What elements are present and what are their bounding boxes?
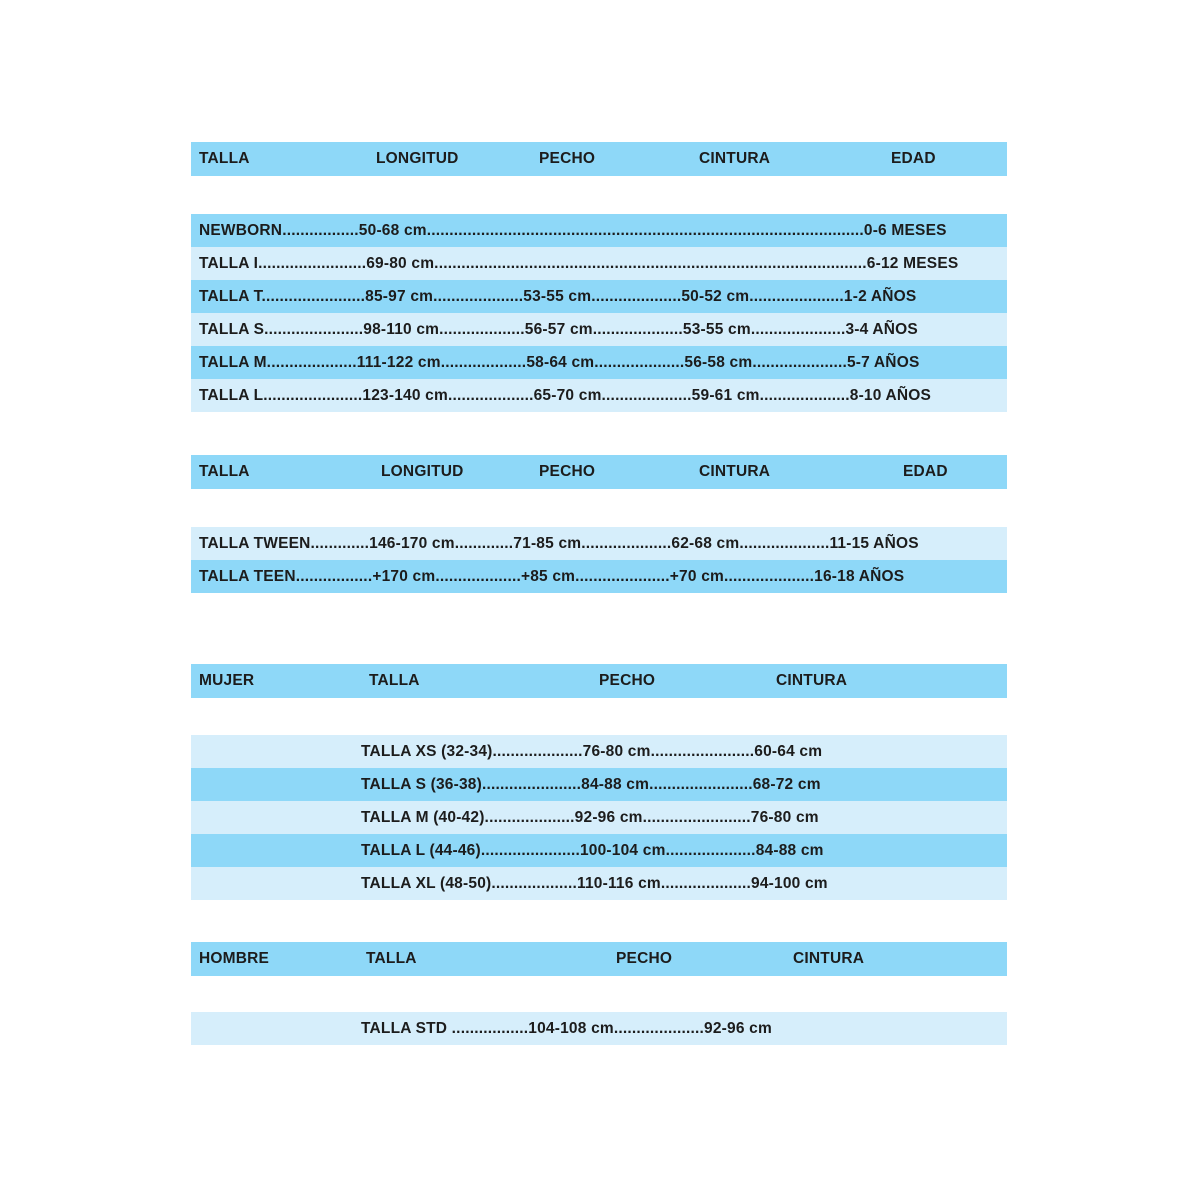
table-row — [191, 247, 1007, 280]
table-header-row — [191, 142, 1007, 176]
row-text: TALLA XL (48-50)...................110-116 cm....................94-100 cm — [361, 874, 828, 892]
row-text: NEWBORN.................50-68 cm.................................................................................................0-6 MESES — [199, 221, 947, 239]
header-cell-longitud: LONGITUD — [381, 463, 464, 480]
header-cell-cintura: CINTURA — [699, 463, 771, 480]
row-text: TALLA TWEEN.............146-170 cm.............71-85 cm....................62-68 cm....................11-15 AÑOS — [199, 534, 919, 552]
table-row — [191, 1012, 1007, 1045]
row-text: TALLA S (36-38)......................84-88 cm.......................68-72 cm — [361, 775, 821, 793]
women-table-body — [191, 735, 1007, 900]
row-text: TALLA L......................123-140 cm...................65-70 cm....................59-61 cm....................8-10 AÑOS — [199, 386, 932, 404]
row-text: TALLA L (44-46)......................100-104 cm....................84-88 cm — [361, 841, 824, 859]
header-cell-cintura: CINTURA — [793, 950, 865, 967]
row-text: TALLA M (40-42)....................92-96 cm........................76-80 cm — [361, 808, 819, 826]
row-text: TALLA XS (32-34)....................76-80 cm.......................60-64 cm — [361, 742, 823, 760]
header-cell-edad: EDAD — [891, 150, 936, 167]
table-row — [191, 867, 1007, 900]
header-cell-talla: TALLA — [369, 672, 420, 689]
table-row — [191, 527, 1007, 560]
row-text: TALLA I........................69-80 cm................................................................................................6-12 MESES — [199, 254, 959, 272]
row-text: TALLA STD .................104-108 cm....................92-96 cm — [361, 1019, 772, 1037]
header-cell-pecho: PECHO — [599, 672, 656, 689]
header-cell-pecho: PECHO — [539, 150, 596, 167]
header-cell-cintura: CINTURA — [776, 672, 848, 689]
table-row — [191, 214, 1007, 247]
row-text: TALLA M....................111-122 cm...................58-64 cm....................56-58 cm.....................5-7 AÑOS — [199, 353, 920, 371]
table-row — [191, 379, 1007, 412]
table-row — [191, 834, 1007, 867]
header-cell-talla: TALLA — [199, 463, 250, 480]
header-cell-pecho: PECHO — [616, 950, 673, 967]
header-cell-mujer: MUJER — [199, 672, 255, 689]
row-text: TALLA T.......................85-97 cm....................53-55 cm....................50-52 cm.....................1-2 AÑOS — [199, 287, 917, 305]
table-row — [191, 801, 1007, 834]
men-table-body — [191, 1012, 1007, 1045]
women-table-header — [191, 664, 1007, 698]
teen-table-body — [191, 527, 1007, 593]
header-cell-hombre: HOMBRE — [199, 950, 270, 967]
table-row — [191, 346, 1007, 379]
table-row — [191, 768, 1007, 801]
header-cell-longitud: LONGITUD — [376, 150, 459, 167]
men-table-header — [191, 942, 1007, 976]
row-text: TALLA TEEN.................+170 cm...................+85 cm.....................+70 cm....................16-18 AÑOS — [199, 567, 905, 585]
header-cell-pecho: PECHO — [539, 463, 596, 480]
table-header-row — [191, 664, 1007, 698]
kids-table-header — [191, 142, 1007, 176]
table-row — [191, 560, 1007, 593]
teen-table-header — [191, 455, 1007, 489]
table-row — [191, 280, 1007, 313]
row-text: TALLA S......................98-110 cm...................56-57 cm....................53-55 cm.....................3-4 AÑOS — [199, 320, 918, 338]
table-header-row — [191, 942, 1007, 976]
kids-table-body — [191, 214, 1007, 412]
header-cell-cintura: CINTURA — [699, 150, 771, 167]
header-cell-talla: TALLA — [199, 150, 250, 167]
table-header-row — [191, 455, 1007, 489]
table-row — [191, 735, 1007, 768]
header-cell-edad: EDAD — [903, 463, 948, 480]
header-cell-talla: TALLA — [366, 950, 417, 967]
table-row — [191, 313, 1007, 346]
